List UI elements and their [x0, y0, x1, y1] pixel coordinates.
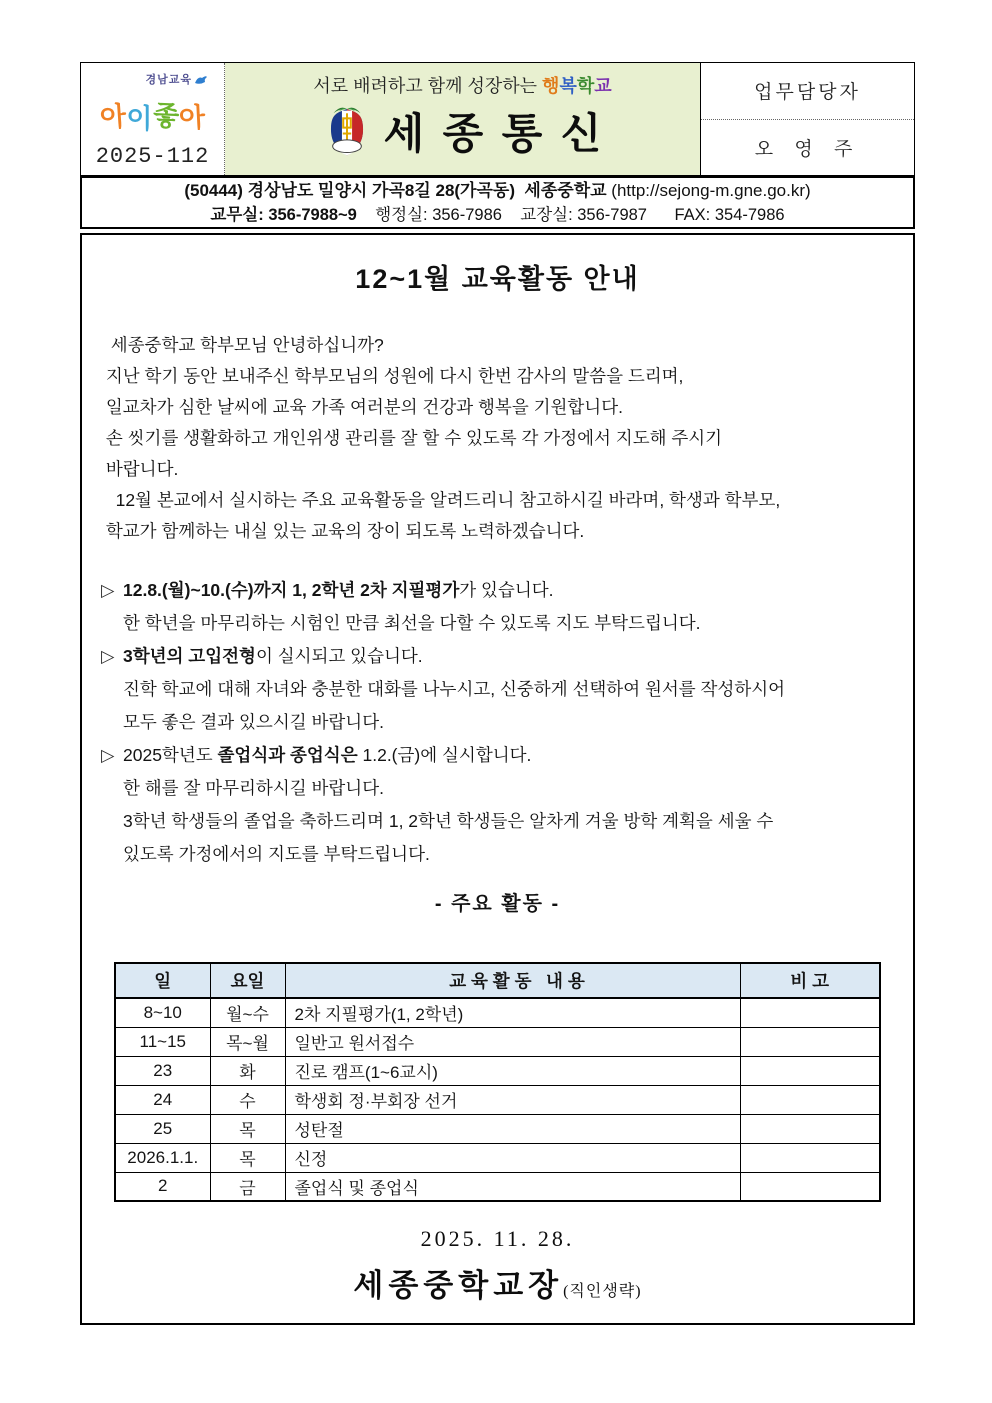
text-segment: 진학 학교에 대해 자녀와 충분한 대화를 나누시고, 신중하게 선택하여 원서를 작성하시어 — [123, 679, 786, 699]
paragraph-line: 일교차가 심한 날씨에 교육 가족 여러분의 건강과 행복을 기원합니다. — [101, 397, 623, 417]
table-cell — [740, 1172, 880, 1201]
table-row — [115, 1143, 880, 1172]
bullet-item-line — [101, 640, 894, 673]
text-segment: 1.2.(금)에 실시합니다. — [357, 745, 532, 765]
bullet-item-line — [101, 739, 894, 772]
col-header-weekday: 요일 — [210, 963, 285, 998]
text-segment: 교장실: 356-7987 — [520, 205, 647, 224]
masthead-right-cell — [700, 63, 914, 175]
bullet-continuation-line — [101, 607, 894, 640]
table-row — [115, 1114, 880, 1143]
text-segment: 있도록 가정에서의 지도를 부탁드립니다. — [123, 844, 430, 864]
text-segment: 복 — [559, 76, 577, 97]
table-row — [115, 998, 880, 1027]
table-row — [115, 1085, 880, 1114]
newsletter-title-row — [225, 101, 700, 161]
table-cell — [740, 1085, 880, 1114]
letter-body — [80, 233, 915, 1325]
table-cell: 2 — [115, 1172, 210, 1201]
text-segment: 이 — [126, 104, 153, 134]
slogan-prefix: 서로 배려하고 함께 성장하는 — [313, 76, 543, 96]
table-cell: 월~수 — [210, 998, 285, 1027]
text-segment: 교무실: 356-7988~9 — [210, 205, 357, 224]
table-cell: 진로 캠프(1~6교시) — [285, 1056, 740, 1085]
issue-date: 2025. 11. 28. — [420, 1226, 575, 1251]
staff-role-label: 업무담당자 — [701, 63, 914, 120]
table-cell — [740, 1143, 880, 1172]
text-segment: 한 해를 잘 마무리하시길 바랍니다. — [123, 778, 384, 798]
masthead — [80, 62, 915, 176]
signer-note: (직인생략) — [563, 1283, 642, 1300]
signer-name: 세종중학교장 — [353, 1268, 564, 1303]
text-segment: 2025학년도 — [123, 745, 218, 765]
bullet-continuation-line — [101, 838, 894, 871]
table-cell: 2026.1.1. — [115, 1143, 210, 1172]
table-cell: 일반고 원서접수 — [285, 1027, 740, 1056]
table-cell — [740, 1114, 880, 1143]
text-segment: FAX: 354-7986 — [646, 205, 785, 224]
bullet-continuation-line — [101, 805, 894, 838]
bullet-marker-icon: ▷ — [101, 580, 115, 600]
bird-icon — [194, 74, 208, 85]
paragraph-line: 12월 본교에서 실시하는 주요 교육활동을 알려드리니 참고하시길 바라며, 학생과 학부모, — [101, 490, 781, 510]
paragraph-block — [101, 330, 894, 547]
text-segment: (50444) 경상남도 밀양시 가곡8길 28(가곡동) 세종중학교 — [184, 180, 612, 200]
signature-line — [101, 1260, 894, 1305]
table-cell: 신정 — [285, 1143, 740, 1172]
school-emblem-icon — [320, 103, 374, 159]
staff-name: 오 영 주 — [754, 138, 861, 160]
text-segment: 3학년의 고입전형 — [123, 646, 256, 666]
table-cell: 25 — [115, 1114, 210, 1143]
table-cell: 24 — [115, 1085, 210, 1114]
section-heading: - 주요 활동 - — [434, 893, 561, 915]
text-segment: 한 학년을 마무리하는 시험인 만큼 최선을 다할 수 있도록 지도 부탁드립니다. — [123, 613, 701, 633]
table-cell: 졸업식 및 종업식 — [285, 1172, 740, 1201]
table-cell — [740, 998, 880, 1027]
table-cell: 11~15 — [115, 1027, 210, 1056]
table-cell: 목 — [210, 1143, 285, 1172]
paragraph-line: 세종중학교 학부모님 안녕하십니까? — [101, 335, 384, 355]
schedule-table-body — [115, 998, 880, 1201]
schedule-table-head — [115, 963, 880, 998]
bullet-item-line — [101, 574, 894, 607]
col-header-day: 일 — [115, 963, 210, 998]
text-segment: 이 실시되고 있습니다. — [255, 646, 423, 666]
school-program-logo — [99, 100, 206, 134]
table-cell: 목 — [210, 1114, 285, 1143]
paragraph-line: 손 씻기를 생활화하고 개인위생 관리를 잘 할 수 있도록 각 가정에서 지도해 주시기 — [101, 428, 723, 448]
slogan-happy-school — [542, 76, 612, 97]
table-row — [115, 1172, 880, 1201]
bullet-continuation-line — [101, 673, 894, 706]
col-header-note: 비 고 — [740, 963, 880, 998]
school-address-line — [82, 178, 913, 203]
logo-org-text: 경남교육 — [145, 74, 192, 86]
table-cell: 2차 지필평가(1, 2학년) — [285, 998, 740, 1027]
text-segment: 행 — [542, 76, 560, 97]
schedule-table — [114, 962, 881, 1202]
logo-org-label — [145, 71, 208, 87]
school-slogan — [225, 72, 700, 98]
text-segment: 12.8.(월)~10.(수)까지 1, 2학년 2차 지필평가 — [123, 580, 460, 600]
table-row — [115, 1056, 880, 1085]
text-segment: 3학년 학생들의 졸업을 축하드리며 1, 2학년 학생들은 알차게 겨울 방학 계획을 세울 수 — [123, 811, 774, 831]
table-cell: 성탄절 — [285, 1114, 740, 1143]
text-segment: 행정실: 356-7986 — [356, 205, 521, 224]
text-segment: 아 — [99, 101, 128, 133]
text-segment: 좋 — [151, 100, 180, 132]
bullets-block — [101, 574, 894, 871]
school-contact-bar — [80, 176, 915, 229]
masthead-center-cell — [225, 63, 700, 175]
bullet-continuation-line — [101, 706, 894, 739]
paragraph-line: 바랍니다. — [101, 459, 179, 479]
table-cell — [740, 1027, 880, 1056]
text-segment: 교 — [594, 76, 612, 97]
table-cell: 23 — [115, 1056, 210, 1085]
text-segment: (http://sejong-m.gne.go.kr) — [611, 180, 811, 200]
text-segment: 아 — [177, 102, 206, 134]
table-cell — [740, 1056, 880, 1085]
paragraph-line: 지난 학기 동안 보내주신 학부모님의 성원에 다시 한번 감사의 말씀을 드리며, — [101, 366, 684, 386]
school-phone-line — [82, 203, 913, 228]
table-row — [115, 1027, 880, 1056]
table-cell: 학생회 정·부회장 선거 — [285, 1085, 740, 1114]
document-number: 2025-112 — [95, 144, 210, 169]
newsletter-title: 세 종 통 신 — [383, 112, 606, 158]
text-segment: 모두 좋은 결과 있으시길 바랍니다. — [123, 712, 384, 732]
bullet-marker-icon: ▷ — [101, 646, 115, 666]
bullet-continuation-line — [101, 772, 894, 805]
text-segment: 가 있습니다. — [459, 580, 554, 600]
paragraph-line: 학교가 함께하는 내실 있는 교육의 장이 되도록 노력하겠습니다. — [101, 521, 585, 541]
text-segment: 졸업식과 종업식은 — [217, 745, 358, 765]
table-cell: 화 — [210, 1056, 285, 1085]
table-cell: 목~월 — [210, 1027, 285, 1056]
text-segment: 학 — [576, 76, 595, 97]
table-cell: 8~10 — [115, 998, 210, 1027]
masthead-left-cell — [81, 63, 225, 175]
col-header-activity: 교 육 활 동 내 용 — [285, 963, 740, 998]
bullet-marker-icon: ▷ — [101, 745, 115, 765]
table-cell: 금 — [210, 1172, 285, 1201]
letter-title: 12~1월 교육활동 안내 — [355, 264, 640, 294]
table-header-row — [115, 963, 880, 998]
table-cell: 수 — [210, 1085, 285, 1114]
